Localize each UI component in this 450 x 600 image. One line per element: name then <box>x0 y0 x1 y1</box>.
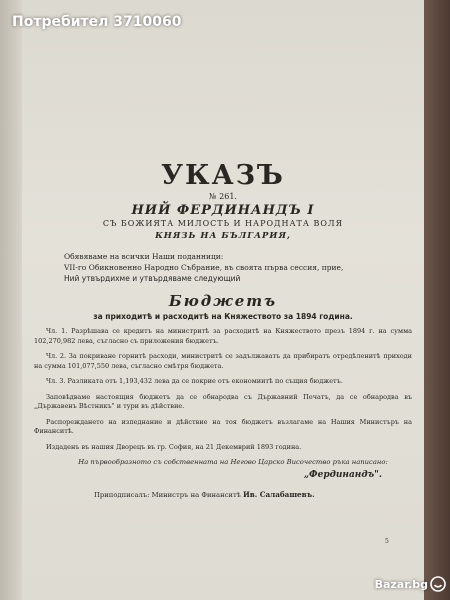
signature-note: На първообразното съ собственната на Негово Царско Височество ръка написано: <box>78 458 388 466</box>
document-page <box>22 0 424 600</box>
bazar-logo-text: Bazar.bg <box>374 577 428 591</box>
intro-line: Обявяваме на всички Наши поданници: <box>64 252 224 261</box>
intro-line: Ний утвърдихме и утвърдяваме следующий <box>64 274 241 283</box>
smile-icon <box>430 576 446 592</box>
article-paragraph: Распореждането на изпеднание и дѣйствие на тоя бюджетъ възлагаме на Нашия Министъръ на Финанситѣ. <box>34 417 412 435</box>
articles <box>34 327 412 452</box>
decree-number: № 261. <box>209 192 237 201</box>
article-paragraph: Чл. 3. Разликата отъ 1,193,432 лева да се покрие отъ економиитѣ по същия бюджетъ. <box>46 377 343 385</box>
book-spine <box>0 0 22 600</box>
article-paragraph: Чл. 2. За покриване горнитѣ расходи, министритѣ се задължаватъ да прибиратъ отредѣленитѣ приходи на сумма 101,077,550 лева, съгласно смѣтря бюджета. <box>34 352 412 370</box>
signature: „Фердинандъ". <box>303 470 382 480</box>
ruler-name: НИЙ ФЕРДИНАНДЪ I <box>131 203 315 218</box>
budget-title: Бюджетъ <box>168 292 278 310</box>
budget-subtitle: за приходитѣ и расходитѣ на Княжеството за 1894 година. <box>93 312 353 321</box>
decree-content <box>34 160 412 499</box>
article-paragraph: Издаденъ въ нашия Дворецъ въ гр. София, на 21 Декемврий 1893 година. <box>46 442 302 451</box>
seller-watermark: Потребител 3710060 <box>12 14 182 30</box>
decree-title: УКАЗЪ <box>161 160 285 191</box>
countersignature <box>34 490 412 499</box>
intro-block <box>34 251 412 284</box>
intro-line: VII-го Обикновенно Народно Събрание, въ своята първа сессия, прие, <box>64 263 344 272</box>
page-number: 5 <box>385 538 389 545</box>
article-paragraph: Заповѣдваме настоящия бюджетъ да се обнародва съ Държавний Печатъ, да се обнародва въ „Държавенъ Вѣстникъ" и тури въ дѣйствие. <box>34 392 412 410</box>
prince-title: КНЯЗЬ НА БЪЛГАРИЯ, <box>155 231 291 241</box>
countersign-prefix: Приподписалъ: Министръ на Финанситѣ <box>94 491 241 499</box>
countersign-name: Ив. Салабашевъ. <box>242 490 315 499</box>
bazar-badge <box>375 576 446 592</box>
grace-line: СЪ БОЖИЯТА МИЛОСТЬ И НАРОДНАТА ВОЛЯ <box>102 219 344 228</box>
article-paragraph: Чл. 1. Разрѣшава се кредитъ на министритѣ за расходитѣ на Княжеството презъ 1894 г. на сумма 102,270,982 лева, съгласно съ приложения бюджетъ. <box>34 327 412 345</box>
book-cover-edge <box>422 0 450 600</box>
